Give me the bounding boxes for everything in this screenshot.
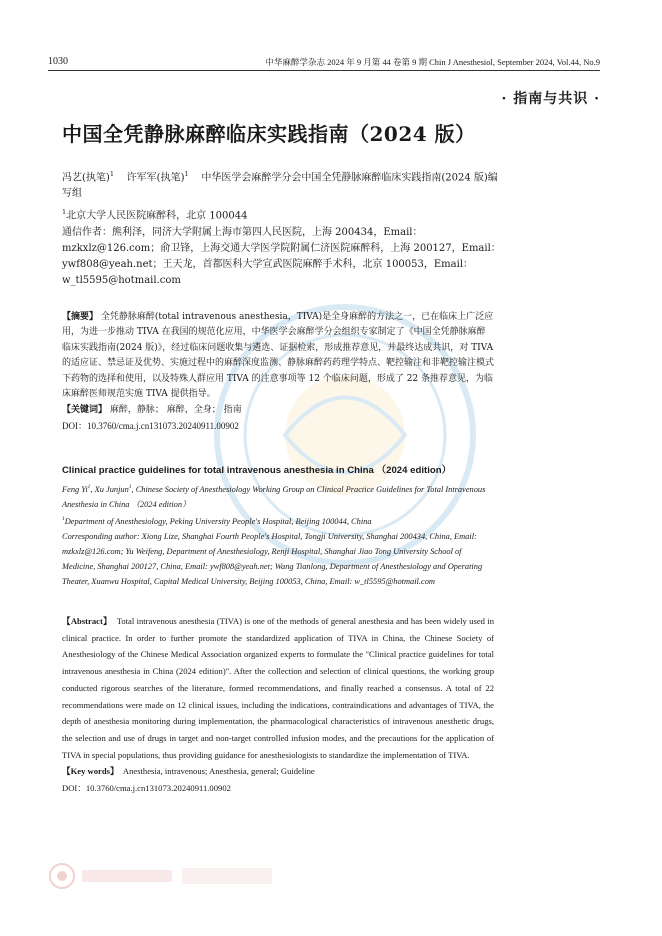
abstract-en-label: 【Abstract】 (62, 616, 112, 626)
author-en-sup1: 1 (87, 484, 91, 490)
author-en-a: Feng Yi (62, 484, 88, 494)
english-title: Clinical practice guidelines for total intravenous anesthesia in China （2024 edition） (62, 465, 452, 476)
author-group: 中华医学会麻醉学分会中国全凭静脉麻醉临床实践指南(2024 版)编写组 (62, 172, 498, 200)
abstract-en (62, 613, 494, 797)
affiliation-en: Department of Anesthesiology, Peking University People's Hospital, Beijing 100044, China (64, 516, 372, 526)
doi-cn: DOI：10.3760/cma.j.cn131073.20240911.00902 (62, 420, 239, 431)
author-en-b: , Xu Junjun (90, 484, 129, 494)
keywords-en: Anesthesia, intravenous; Anesthesia, general; Guideline (122, 766, 315, 777)
corresponding-en: Corresponding author: Xiong Lize, Shanghai Fourth People's Hospital, Tongji University, Shanghai 200434, China, Email: mzkxlz@126.com; Yu Weifeng, Department of Anesthesiology, Renji Hospital, Shanghai Jiao Tong University School of Medicine, Shanghai 200127, China, Email: ywf808@yeah.net; Wang Tianlong, Department of Anesthesiology and Operating Theater, Xuanwu Hospital, Capital Medical University, Beijing 100053, China, Email: w_tl5595@hotmail.com (62, 531, 483, 586)
abstract-en-text: Total intravenous anesthesia (TIVA) is one of the methods of general anesthesia and has been widely used in clinical practice. In order to further promote the standardized application of TIVA in China, the Chinese Society of Anesthesiology of the Chinese Medical Association organized experts to formulate the "Clinical practice guidelines for total intravenous anesthesia in China (2024 edition)". After the collection and selection of clinical questions, the working group conducted rigorous searches of the literature, formed recommendations, and finally reached a consensus. A total of 22 recommendations were made on 12 clinical issues, including the indications, contraindications and advantages of TIVA, the depth of anesthesia monitoring during implementation, the pharmacological characteristics of intravenous anesthetic drugs, the selection and use of drugs in target and non-target controlled infusion modes, and the precautions for the application of TIVA in special populations, thus providing guidance for anesthesiologists to standardize the implementation of TIVA. (62, 616, 495, 760)
header-rule (48, 70, 600, 71)
author-feng-sup: 1 (109, 170, 114, 178)
keywords-cn-label: 【关键词】 (62, 405, 108, 416)
page-number: 1030 (48, 56, 68, 67)
article-title: 中国全凭静脉麻醉临床实践指南（2024 版） (62, 122, 476, 146)
affiliation-cn-text: 北京大学人民医院麻醉科，北京 100044 (66, 210, 248, 222)
authors-en (62, 480, 494, 589)
author-en-sup2: 1 (128, 484, 132, 490)
affiliation-cn (62, 204, 502, 224)
authors-cn (62, 166, 502, 289)
affiliation-cn-sup: 1 (62, 208, 67, 217)
author-xu-sup: 1 (184, 170, 189, 178)
corresponding-cn: 通信作者：熊利泽，同济大学附属上海市第四人民医院，上海 200434，Email：mzkxlz@126.com；俞卫锋，上海交通大学医学院附属仁济医院麻醉科，上海 200127，Email：ywf808@yeah.net；王天龙，首都医科大学宣武医院麻醉手术科，北京 100053，Email：w_tl5595@hotmail.com (62, 226, 501, 286)
keywords-en-label: 【Key words】 (62, 766, 119, 777)
author-xu: 许军军(执笔) (126, 172, 185, 184)
keywords-cn: 麻醉，静脉； 麻醉，全身； 指南 (109, 405, 242, 416)
author-en-c: , Chinese Society of Anesthesiology Working Group on Clinical Practice Guidelines for Total Intravenous Anesthesia in China （2024 edition） (62, 484, 486, 509)
publisher-logo-watermark (48, 862, 278, 890)
abstract-cn-label: 【摘要】 (62, 312, 99, 322)
section-label: · 指南与共识 · (501, 91, 600, 107)
abstract-cn-text: 全凭静脉麻醉(total intravenous anesthesia，TIVA)是全身麻醉的方法之一，已在临床上广泛应用，为进一步推动 TIVA 在我国的规范化应用，中华医学会麻醉学分会组织专家制定了《中国全凭静脉麻醉临床实践指南(2024 版)》，经过临床问题收集与遴选、证据检索，形成推荐意见，并最终达成共识，对 TIVA 的适应证、禁忌证及优势、实施过程中的麻醉深度监测、静脉麻醉药药理学特点、靶控输注和非靶控输注模式下药物的选择和使用，以及特殊人群应用 TIVA 的注意事项等 12 个临床问题，形成了 22 条推荐意见，为临床麻醉医师规范实施 TIVA 提供指导。 (62, 312, 495, 400)
doi-en: DOI：10.3760/cma.j.cn131073.20240911.00902 (62, 783, 231, 794)
affiliation-en-sup: 1 (62, 515, 65, 522)
abstract-cn (62, 310, 494, 434)
journal-header: 中华麻醉学杂志 2024 年 9 月第 44 卷第 9 期 Chin J Anesthesiol, September 2024, Vol.44, No.9 (265, 57, 600, 67)
author-feng: 冯艺(执笔) (62, 172, 110, 184)
